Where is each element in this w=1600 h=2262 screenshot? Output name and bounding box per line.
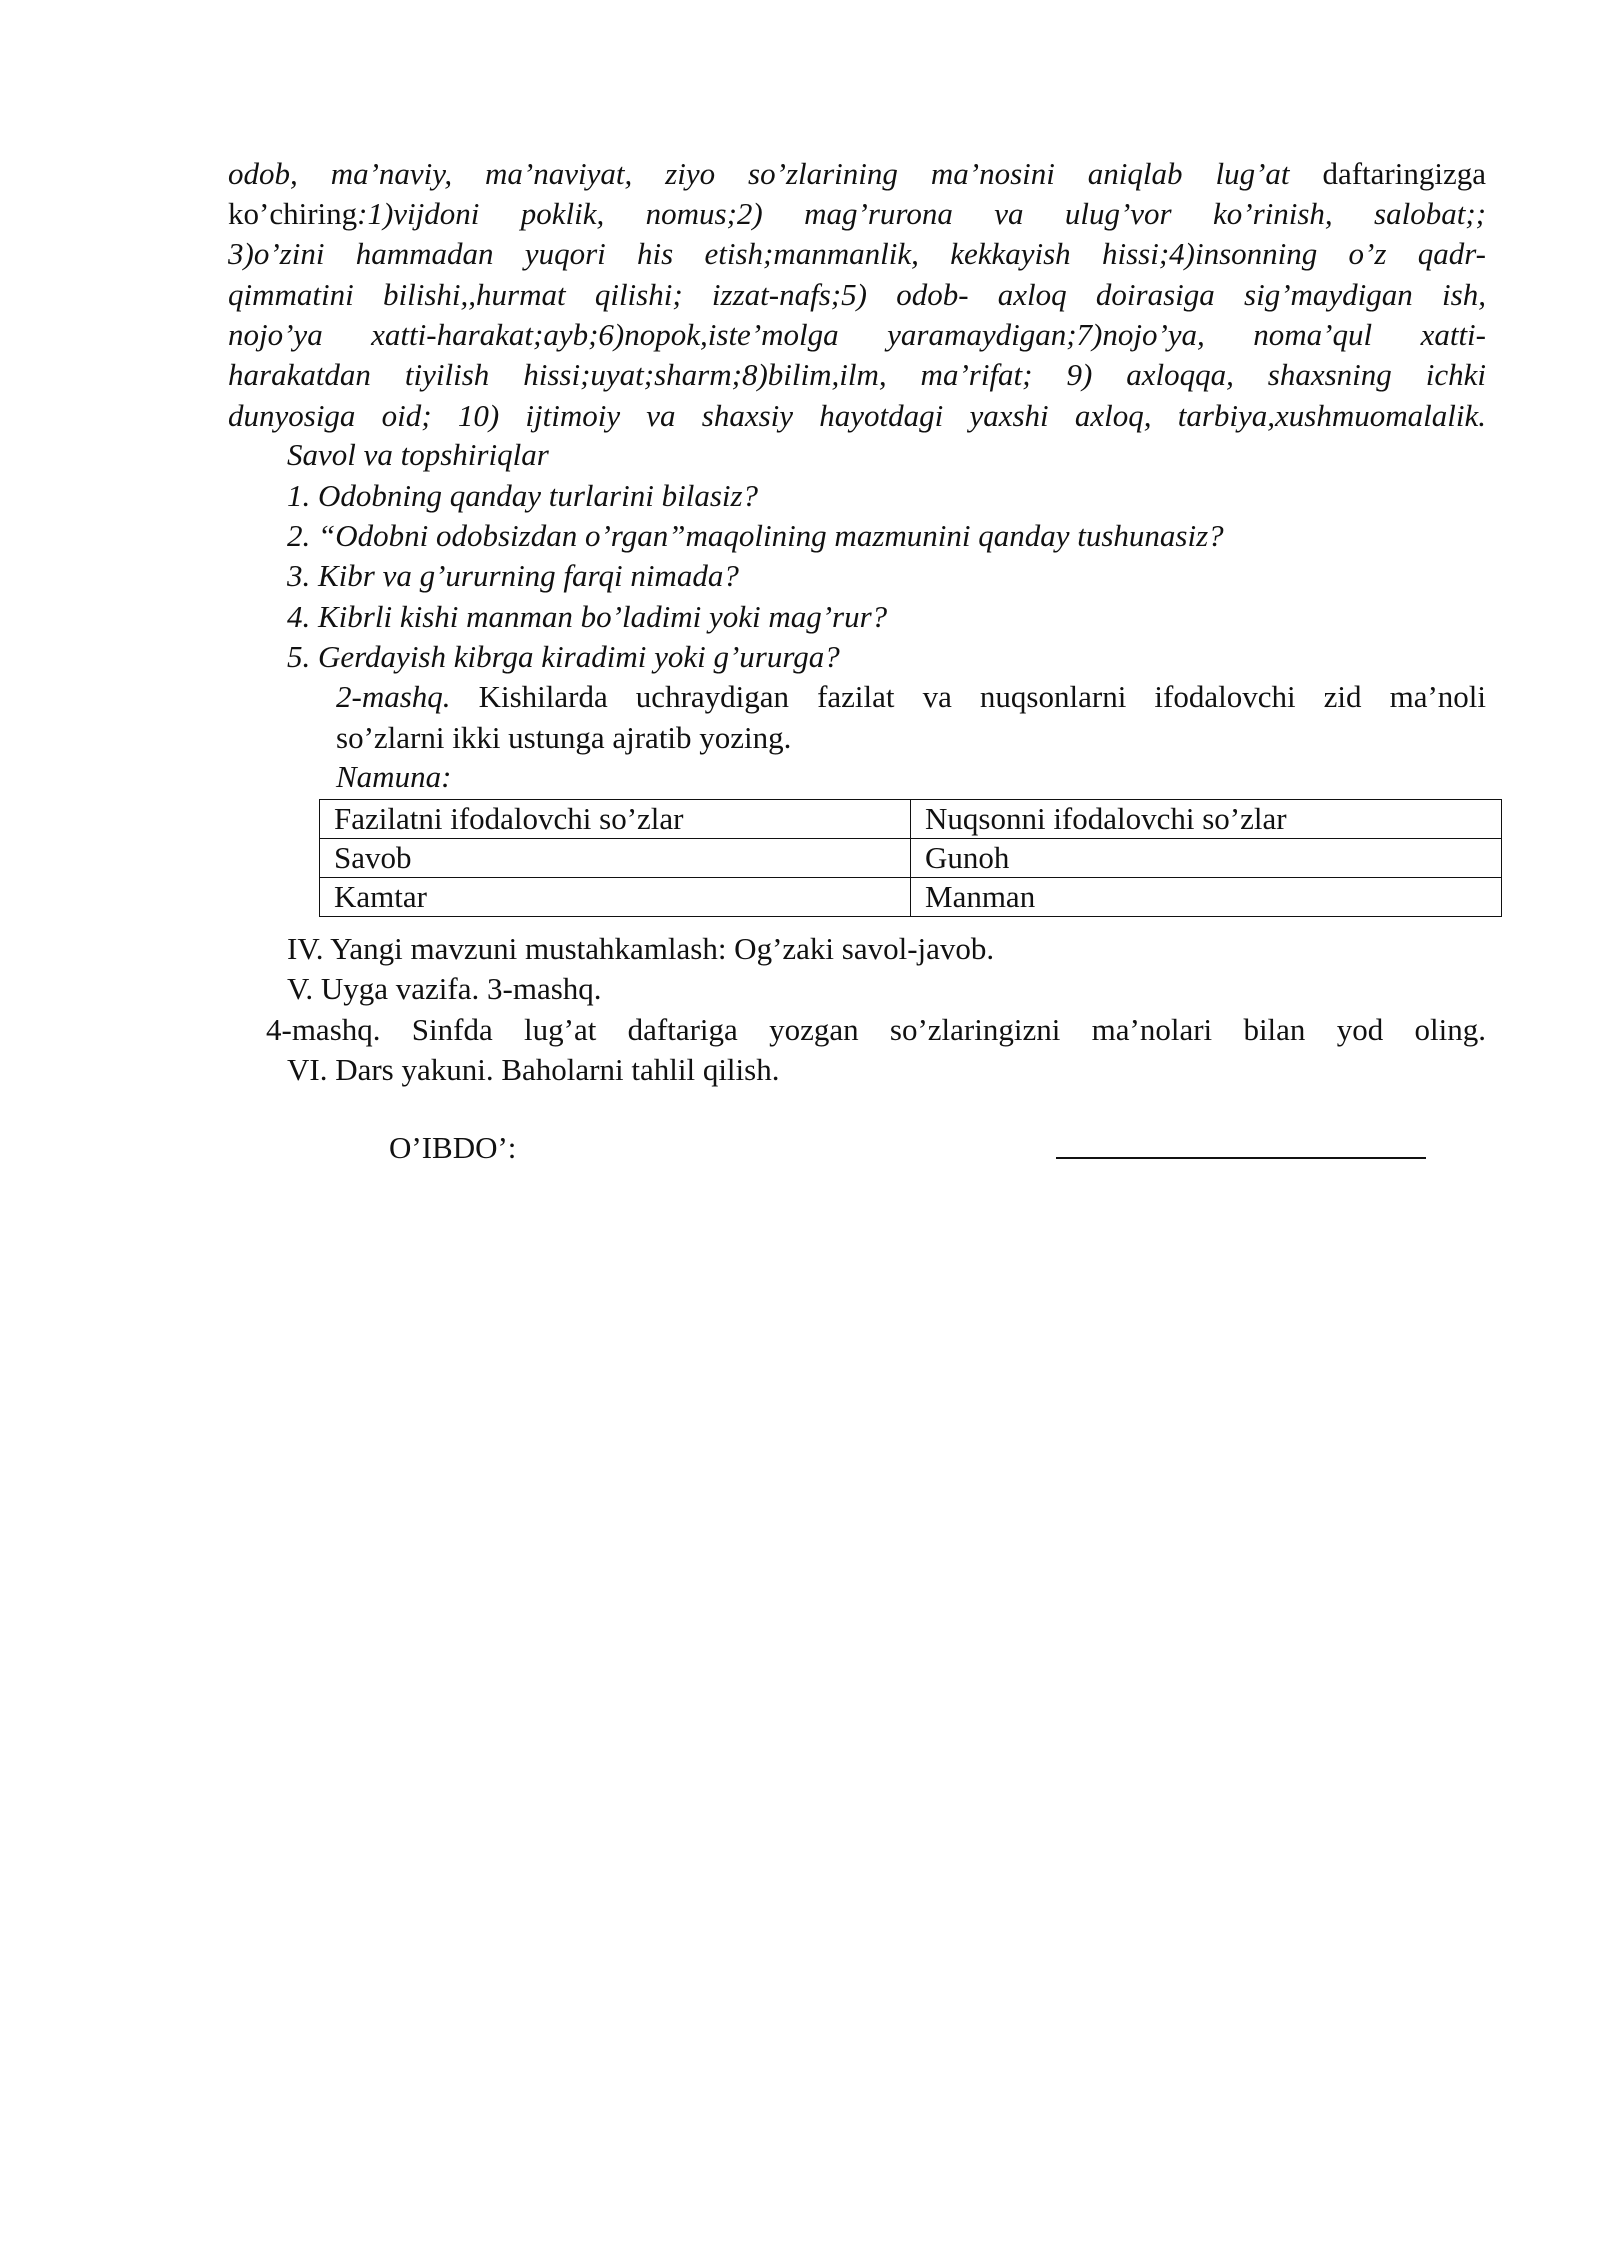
questions-heading: Savol va topshiriqlar — [287, 437, 549, 472]
table-row — [320, 878, 1502, 917]
question-item: 5. Gerdayish kibrga kiradimi yoki g’ururga? — [287, 639, 840, 674]
table-cell: Savob — [320, 839, 911, 878]
table-cell: Gunoh — [911, 839, 1502, 878]
question-item: 1. Odobning qanday turlarini bilasiz? — [287, 478, 759, 513]
table-cell: Kamtar — [320, 878, 911, 917]
exercise2-line-1: 2-mashq. Kishilarda uchraydigan fazilat va nuqsonlarni ifodalovchi zid ma’noli — [336, 679, 1486, 714]
exercise2-line-2: so’zlarni ikki ustunga ajratib yozing. — [336, 720, 792, 755]
intro-line-7: dunyosiga oid; 10) ijtimoiy va shaxsiy hayotdagi yaxshi axloq, tarbiya,xushmuomalalik. — [228, 398, 1486, 433]
vocab-table — [319, 799, 1502, 917]
sample-label: Namuna: — [336, 759, 452, 794]
table-cell: Manman — [911, 878, 1502, 917]
signature-line — [1056, 1157, 1426, 1159]
exercise2-label: 2-mashq. — [336, 679, 451, 714]
intro-line-5: nojo’ya xatti-harakat;ayb;6)nopok,iste’molga yaramaydigan;7)nojo’ya, noma’qul xatti- — [228, 317, 1486, 352]
question-item: 3. Kibr va g’ururning farqi nimada? — [287, 558, 739, 593]
intro-line-3: 3)o’zini hammadan yuqori his etish;manmanlik, kekkayish hissi;4)insonning o’z qadr- — [228, 236, 1486, 271]
signature-label: O’IBDO’: — [389, 1130, 517, 1165]
intro-line-4: qimmatini bilishi,,hurmat qilishi; izzat-nafs;5) odob- axloq doirasiga sig’maydigan ish, — [228, 277, 1486, 312]
table-header-row — [320, 800, 1502, 839]
exercise-4: 4-mashq. Sinfda lug’at daftariga yozgan so’zlaringizni ma’nolari bilan yod oling. — [266, 1012, 1486, 1047]
table-header-virtues: Fazilatni ifodalovchi so’zlar — [320, 800, 911, 839]
table-header-flaws: Nuqsonni ifodalovchi so’zlar — [911, 800, 1502, 839]
table-row — [320, 839, 1502, 878]
intro-line-2: ko’chiring:1)vijdoni poklik, nomus;2) mag’rurona va ulug’vor ko’rinish, salobat;; — [228, 196, 1486, 231]
step-5: V. Uyga vazifa. 3-mashq. — [287, 971, 602, 1006]
intro-line-1: odob, ma’naviy, ma’naviyat, ziyo so’zlarining ma’nosini aniqlab lug’at daftaringizga — [228, 156, 1486, 191]
step-6: VI. Dars yakuni. Baholarni tahlil qilish. — [287, 1052, 780, 1087]
question-item: 4. Kibrli kishi manman bo’ladimi yoki mag’rur? — [287, 599, 888, 634]
step-4: IV. Yangi mavzuni mustahkamlash: Og’zaki savol-javob. — [287, 931, 995, 966]
intro-line-6: harakatdan tiyilish hissi;uyat;sharm;8)bilim,ilm, ma’rifat; 9) axloqqa, shaxsning ichki — [228, 357, 1486, 392]
question-item: 2. “Odobni odobsizdan o’rgan”maqolining mazmunini qanday tushunasiz? — [287, 518, 1224, 553]
